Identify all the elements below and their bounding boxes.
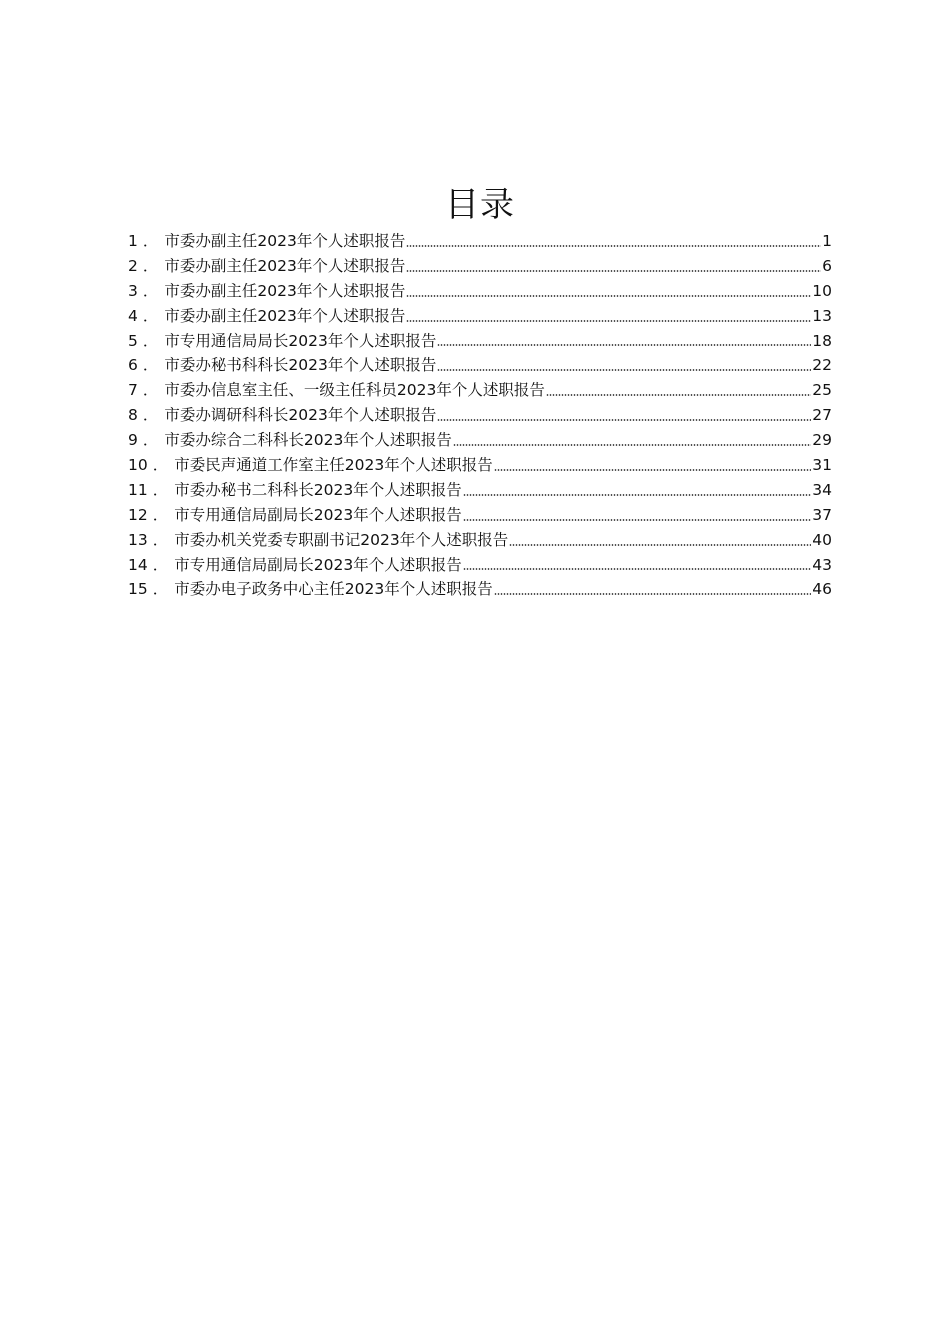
dot-leader: [406, 270, 821, 272]
toc-entry[interactable]: [128, 478, 832, 503]
toc-entry-separator: ．: [142, 381, 159, 400]
toc-entry-title: 市委办副主任2023年个人述职报告: [164, 281, 406, 300]
toc-entry-number: 3: [128, 281, 138, 300]
toc-entry-title: 市专用通信局副局长2023年个人述职报告: [174, 555, 462, 574]
dot-leader: [509, 544, 811, 546]
toc-entry[interactable]: [128, 428, 832, 453]
toc-entry-page: 22: [812, 356, 832, 375]
toc-entry-separator: ．: [152, 530, 169, 549]
toc-entry[interactable]: [128, 553, 832, 578]
toc-entry-title: 市委办电子政务中心主任2023年个人述职报告: [174, 580, 493, 599]
dot-leader: [453, 444, 811, 446]
toc-entry-title: 市委办信息室主任、一级主任科员2023年个人述职报告: [164, 381, 545, 400]
toc-title: 目录: [445, 185, 515, 225]
toc-entry-separator: ．: [142, 256, 159, 275]
toc-entry-separator: ．: [142, 431, 159, 450]
toc-entry-title: 市委办综合二科科长2023年个人述职报告: [164, 431, 452, 450]
toc-entry-separator: ．: [142, 331, 159, 350]
toc-entry-number: 8: [128, 406, 138, 425]
toc-entry-number: 10: [128, 456, 148, 475]
toc-entry-number: 5: [128, 331, 138, 350]
toc-entry[interactable]: [128, 503, 832, 528]
dot-leader: [406, 295, 811, 297]
toc-entry-title: 市专用通信局局长2023年个人述职报告: [164, 331, 437, 350]
toc-entry-number: 14: [128, 555, 148, 574]
toc-entry-number: 1: [128, 232, 138, 250]
toc-entry-page: 6: [822, 256, 832, 275]
toc-entry-page: 43: [812, 555, 832, 574]
toc-entry-separator: ．: [142, 306, 159, 325]
toc-entry-separator: ．: [152, 480, 169, 499]
toc-entry[interactable]: [128, 453, 832, 478]
dot-leader: [494, 469, 812, 471]
toc-entry-number: 11: [128, 480, 148, 499]
toc-entry-title: 市专用通信局副局长2023年个人述职报告: [174, 505, 462, 524]
toc-entry[interactable]: [128, 329, 832, 354]
toc-entry-separator: ．: [142, 232, 159, 250]
toc-entry[interactable]: [128, 304, 832, 329]
toc-entry-page: 13: [812, 306, 832, 325]
toc-entry-page: 27: [812, 406, 832, 425]
dot-leader: [437, 419, 811, 421]
toc-entry-number: 4: [128, 306, 138, 325]
toc-entry-page: 34: [812, 480, 832, 499]
toc-entry-number: 13: [128, 530, 148, 549]
toc-entry-title: 市委办调研科科长2023年个人述职报告: [164, 406, 437, 425]
toc-entry-number: 2: [128, 256, 138, 275]
toc-entry-title: 市委办副主任2023年个人述职报告: [164, 232, 406, 250]
toc-entry[interactable]: [128, 353, 832, 378]
dot-leader: [546, 394, 811, 396]
toc-entry-page: 10: [812, 281, 832, 300]
toc-entry-number: 6: [128, 356, 138, 375]
dot-leader: [463, 568, 812, 570]
dot-leader: [406, 245, 821, 247]
toc-entry-separator: ．: [142, 356, 159, 375]
toc-entry-title: 市委办秘书科科长2023年个人述职报告: [164, 356, 437, 375]
dot-leader: [437, 344, 811, 346]
toc-entry[interactable]: [128, 577, 832, 602]
toc-entry-page: 31: [812, 456, 832, 475]
toc-entry-number: 12: [128, 505, 148, 524]
toc-entry-separator: ．: [142, 406, 159, 425]
toc-entry-title: 市委办秘书二科科长2023年个人述职报告: [174, 480, 462, 499]
toc-entry-title: 市委办副主任2023年个人述职报告: [164, 256, 406, 275]
toc-entry-page: 1: [822, 232, 832, 250]
toc-entry-page: 40: [812, 530, 832, 549]
toc-entry-separator: ．: [152, 555, 169, 574]
toc-entry-separator: ．: [152, 580, 169, 599]
dot-leader: [463, 519, 812, 521]
toc-list: [128, 229, 832, 602]
toc-entry[interactable]: [128, 279, 832, 304]
dot-leader: [494, 593, 812, 595]
toc-entry-title: 市委办副主任2023年个人述职报告: [164, 306, 406, 325]
dot-leader: [437, 369, 811, 371]
toc-entry-number: 9: [128, 431, 138, 450]
toc-entry[interactable]: [128, 528, 832, 553]
toc-entry-page: 25: [812, 381, 832, 400]
toc-entry-title: 市委办机关党委专职副书记2023年个人述职报告: [174, 530, 509, 549]
toc-entry-number: 15: [128, 580, 148, 599]
toc-entry[interactable]: [128, 229, 832, 254]
toc-entry-separator: ．: [152, 505, 169, 524]
toc-entry-separator: ．: [152, 456, 169, 475]
toc-entry[interactable]: [128, 403, 832, 428]
dot-leader: [463, 494, 812, 496]
dot-leader: [406, 320, 811, 322]
toc-entry-number: 7: [128, 381, 138, 400]
toc-entry[interactable]: [128, 378, 832, 403]
toc-entry-title: 市委民声通道工作室主任2023年个人述职报告: [174, 456, 493, 475]
toc-entry-page: 37: [812, 505, 832, 524]
toc-entry-page: 29: [812, 431, 832, 450]
toc-entry[interactable]: [128, 254, 832, 279]
toc-entry-separator: ．: [142, 281, 159, 300]
toc-entry-page: 18: [812, 331, 832, 350]
toc-entry-page: 46: [812, 580, 832, 599]
